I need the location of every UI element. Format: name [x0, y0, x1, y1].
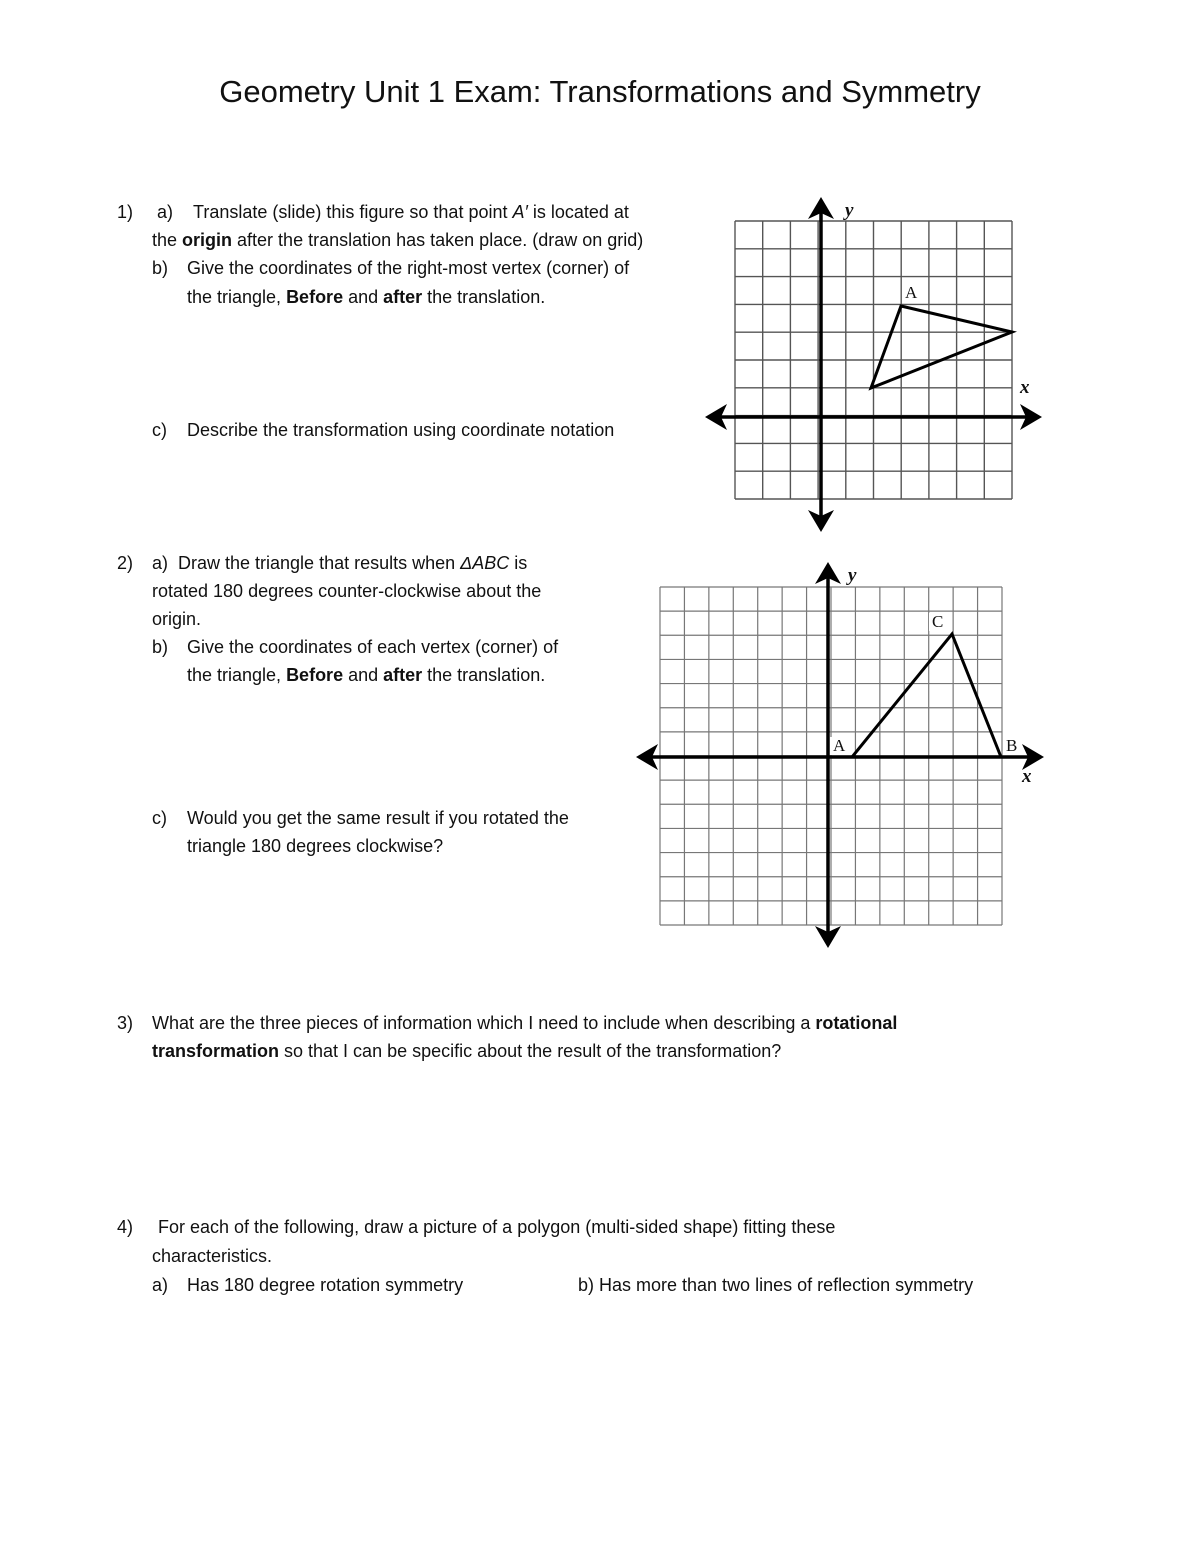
q2-part-a-line2: rotated 180 degrees counter-clockwise about the [152, 581, 542, 601]
part-label: b) [152, 637, 169, 657]
q4-line2: characteristics. [152, 1246, 273, 1266]
q4-part-a-text: Has 180 degree rotation symmetry [187, 1275, 464, 1295]
vertex-label-b: B [1006, 736, 1018, 755]
part-label: c) [152, 808, 167, 828]
question-number: 4) [117, 1217, 134, 1237]
vertex-label-a: A [833, 736, 846, 755]
x-axis-label: x [1020, 377, 1030, 398]
q4-line1: For each of the following, draw a picture of a polygon (multi-sided shape) fitting these [158, 1217, 836, 1237]
q1-part-b-line1: Give the coordinates of the right-most vertex (corner) of [187, 258, 630, 278]
triangle-figure [871, 306, 1012, 388]
vertex-label-c: C [932, 612, 944, 631]
q2-part-b-line2: the triangle, Before and after the translation. [187, 665, 546, 685]
question-number: 2) [117, 553, 134, 573]
q1-coordinate-grid[interactable] [700, 195, 1050, 535]
q4-part-b-text: b) Has more than two lines of reflection symmetry [578, 1275, 974, 1295]
x-axis-label: x [1022, 766, 1032, 787]
q3-line2: transformation so that I can be specific about the result of the transformation? [152, 1041, 782, 1061]
part-label: a) [152, 553, 169, 573]
q2-part-c-line1: Would you get the same result if you rotated the [187, 808, 569, 828]
q2-coordinate-grid[interactable] [628, 555, 1053, 955]
q2-part-a-line3: origin. [152, 609, 202, 629]
triangle-abc [852, 634, 1001, 757]
question-number: 1) [117, 202, 134, 222]
y-axis-label: y [845, 200, 854, 221]
q1-part-b-line2: the triangle, Before and after the translation. [187, 287, 546, 307]
y-axis-label: y [848, 565, 857, 586]
part-label: b) [152, 258, 169, 278]
part-label: a) [157, 202, 174, 222]
question-number: 3) [117, 1013, 134, 1033]
q1-part-c-text: Describe the transformation using coordinate notation [187, 420, 615, 440]
part-label: c) [152, 420, 167, 440]
page-title: Geometry Unit 1 Exam: Transformations and Symmetry [219, 74, 981, 109]
q2-part-c-line2: triangle 180 degrees clockwise? [187, 836, 444, 856]
q2-part-b-line1: Give the coordinates of each vertex (corner) of [187, 637, 559, 657]
q3-line1: What are the three pieces of information which I need to include when describing a rotational [152, 1013, 898, 1033]
q1-part-a-line1: Translate (slide) this figure so that point A′ is located at [193, 202, 629, 222]
q1-part-a-line2: the origin after the translation has taken place. (draw on grid) [152, 230, 644, 250]
part-label: a) [152, 1275, 169, 1295]
vertex-label-a: A [905, 283, 918, 302]
grid-lines [735, 221, 1012, 499]
q2-part-a-line1: Draw the triangle that results when ΔABC is [178, 553, 528, 573]
